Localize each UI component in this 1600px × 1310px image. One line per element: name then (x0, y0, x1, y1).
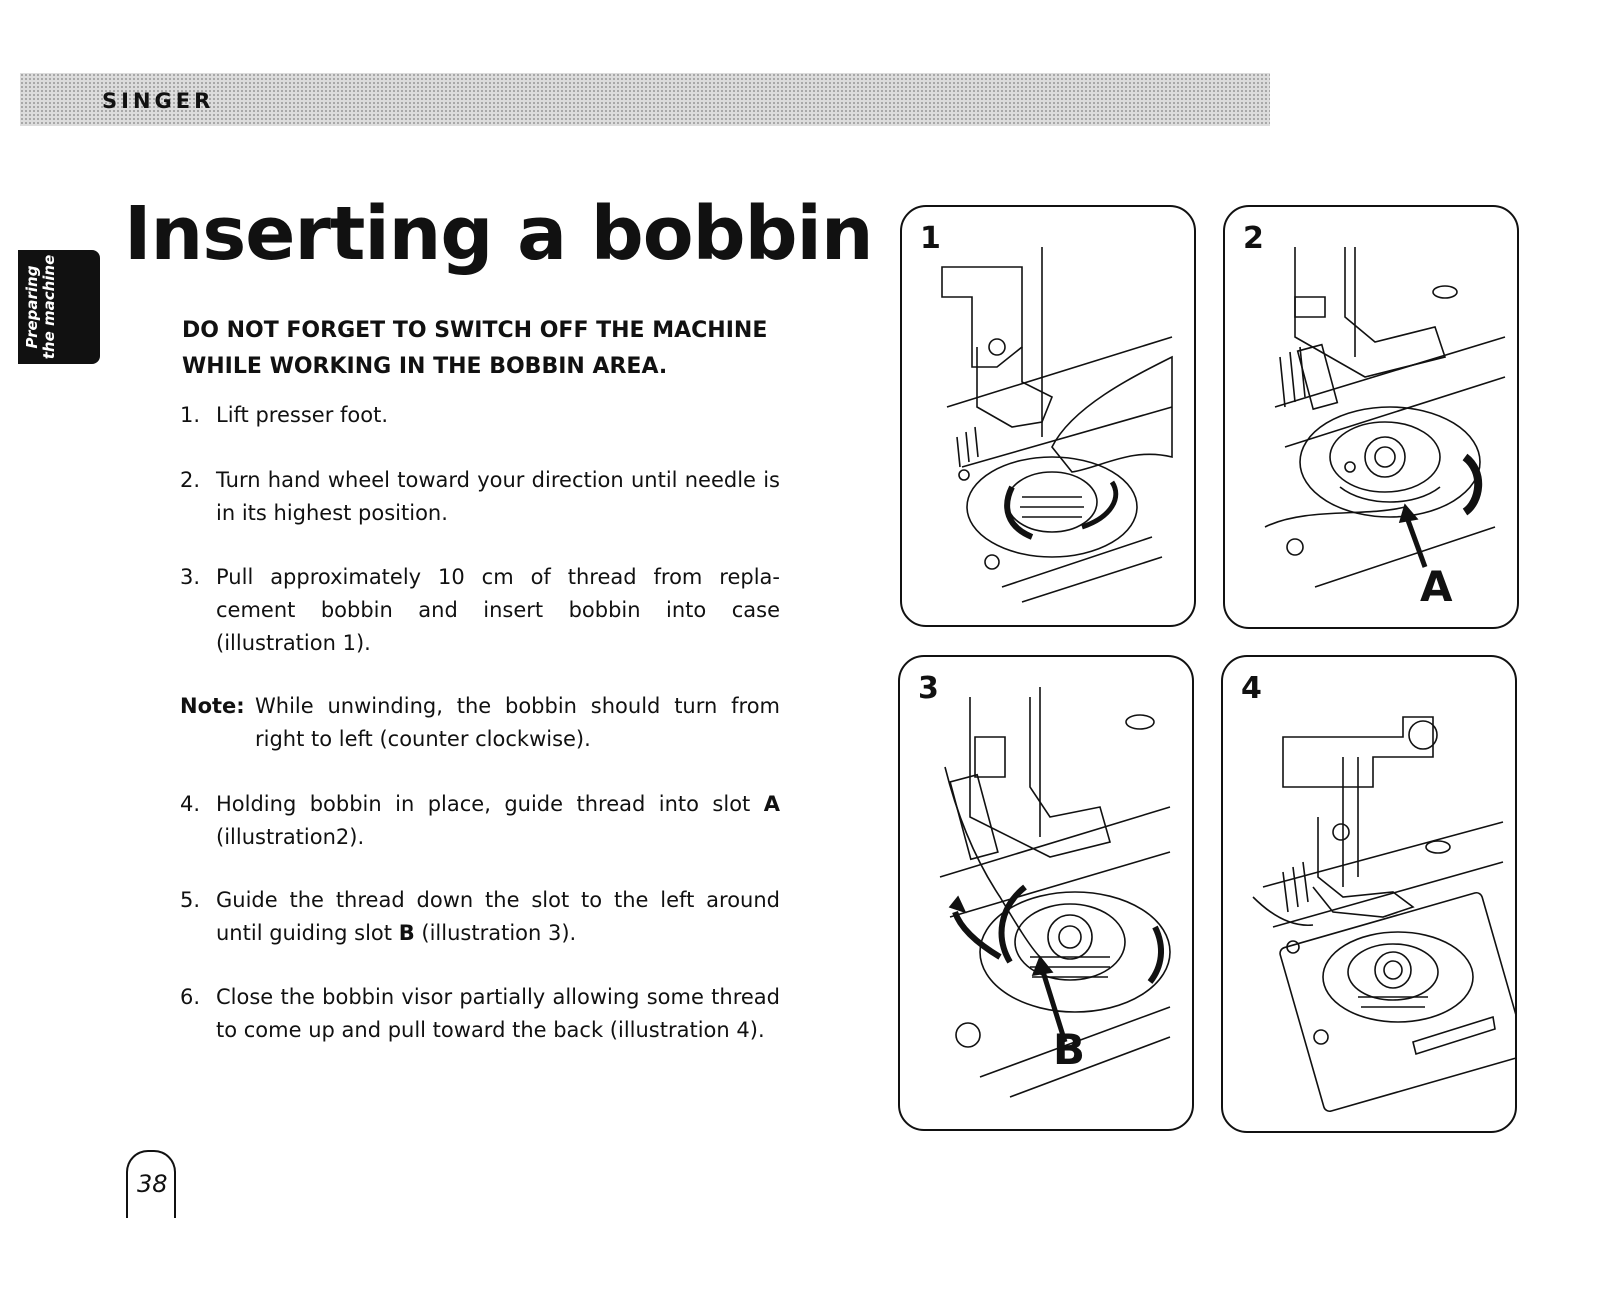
section-tab-line1: Preparing (23, 265, 41, 349)
step-number: 2. (180, 468, 201, 492)
step-number: 4. (180, 792, 201, 816)
note-text: While unwinding, the bobbin should turn from right to left (counter clockwise). (255, 694, 780, 751)
illustration-2 (1223, 205, 1519, 629)
illustration-4 (1221, 655, 1517, 1133)
step-number: 3. (180, 565, 201, 589)
step-item (180, 981, 780, 1047)
illustration-number: 2 (1243, 221, 1264, 256)
step-text-part: (illustration2). (216, 825, 365, 849)
illustration-3 (898, 655, 1194, 1131)
note-label: Note: (180, 694, 245, 718)
callout-a: A (1420, 562, 1453, 611)
step-text: Pull approximately 10 cm of thread from repla-cement bobbin and insert bobbin into case (illustration 1). (216, 565, 780, 655)
step-text: Turn hand wheel toward your direction until needle is in its highest position. (216, 468, 780, 525)
warning-line1: DO NOT FORGET TO SWITCH OFF THE MACHINE (182, 318, 768, 343)
section-tab-label (24, 255, 58, 360)
step-text (216, 884, 780, 950)
step-number: 1. (180, 403, 201, 427)
illustration-number: 3 (918, 671, 939, 706)
step-text-part: (illustration 3). (421, 921, 577, 945)
step-item (180, 788, 780, 854)
step-item (180, 561, 780, 660)
warning-line2: WHILE WORKING IN THE BOBBIN AREA. (182, 354, 668, 379)
section-tab-line2: the machine (40, 254, 58, 360)
step-text-part: Holding bobbin in place, guide thread into slot (216, 792, 751, 816)
step-item (180, 399, 780, 432)
callout-b: B (1053, 1025, 1086, 1074)
step-text: Lift presser foot. (216, 403, 388, 427)
step-number: 5. (180, 888, 201, 912)
step-text-part: Guide the thread down the slot to the left around until guiding slot (216, 888, 780, 945)
brand-logo: SINGER (102, 89, 215, 113)
step-item (180, 464, 780, 530)
guide-thread-drawing (900, 657, 1192, 1129)
illustration-number: 1 (920, 221, 941, 256)
page-number: 38 (137, 1170, 168, 1198)
thread-slot-drawing (1225, 207, 1517, 627)
step-number: 6. (180, 985, 201, 1009)
note-item (180, 690, 780, 756)
warning-text (182, 313, 822, 385)
illustration-number: 4 (1241, 671, 1262, 706)
bobbin-insert-drawing (902, 207, 1194, 625)
page-title: Inserting a bobbin (124, 191, 873, 277)
illustration-1 (900, 205, 1196, 627)
slot-label-a: A (763, 792, 780, 816)
slot-label-b: B (398, 921, 415, 945)
step-text: Close the bobbin visor partially allowing some thread to come up and pull toward the back (illustration 4). (216, 985, 780, 1042)
step-text (216, 788, 780, 854)
step-item (180, 884, 780, 950)
close-visor-drawing (1223, 657, 1515, 1131)
